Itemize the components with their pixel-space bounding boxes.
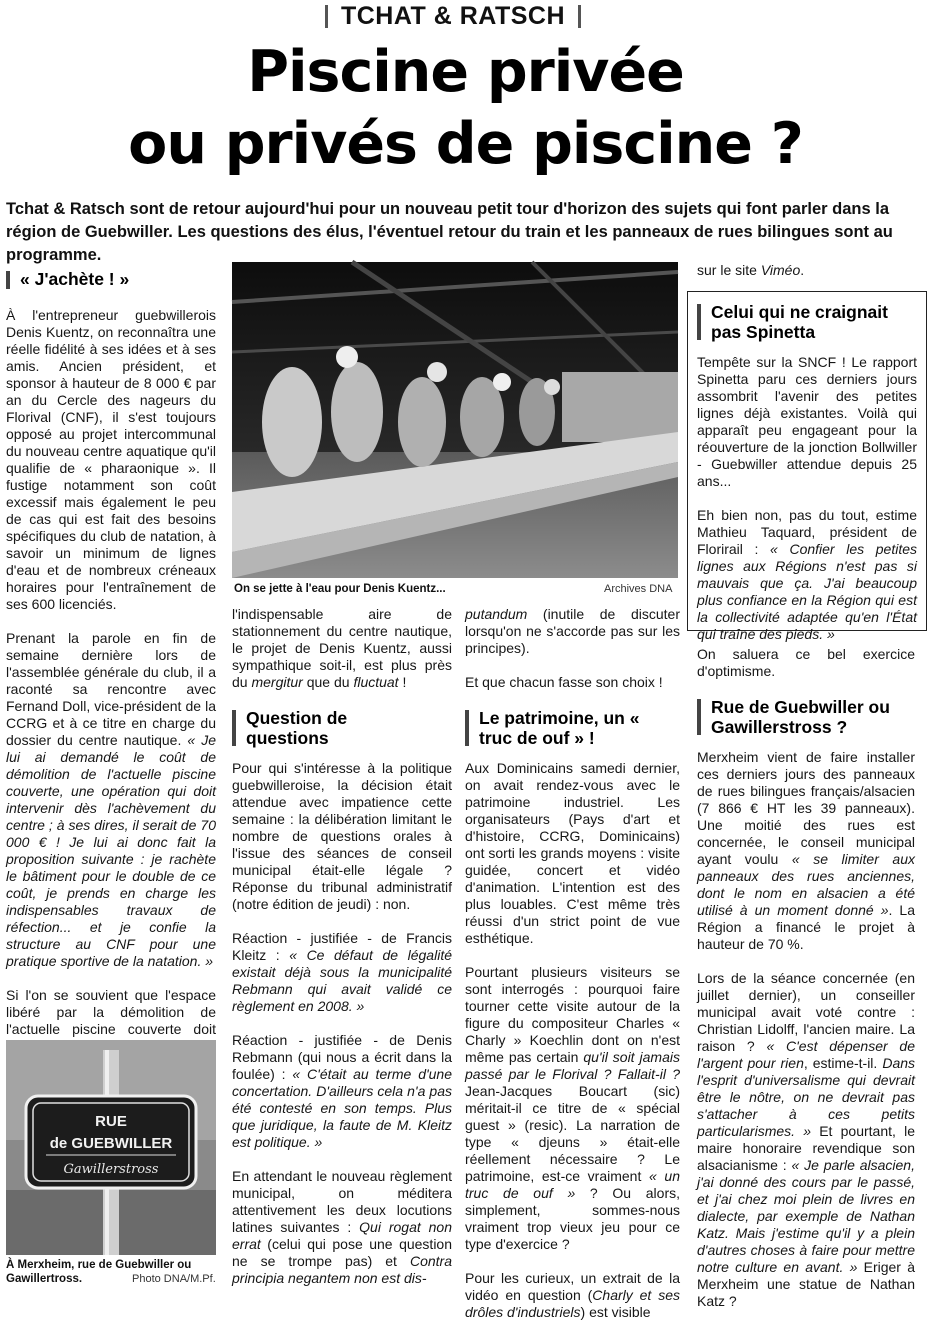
paragraph: Tempête sur la SNCF ! Le rapport Spinetta paru ces derniers jours assombrit l'avenir des petites lignes déjà existantes. Voilà qui apparaît peu engageant pour la réouverture de la jonction Bollwiller - Guebwiller attendue depuis 25 ans... [697, 354, 917, 489]
paragraph: Aux Dominicains samedi dernier, on avait rendez-vous avec le patrimoine industriel. Les organisateurs (Pays d'art et d'histoire, CCRG, Dominicains) ont sorti les grands moyens : visite guidée, concert et vidéo d'animation. L'intention est des plus louables. C'est même très réussi d'un strict point de vue esthétique. [465, 760, 680, 946]
paragraph: Réaction - justifiée - de Francis Kleitz : « Ce défaut de légalité existait déjà sous la municipalité Rebmann qui avait validé ce règlement en 2008. » [232, 930, 452, 1014]
pool-image [232, 262, 678, 578]
paragraph: Merxheim vient de faire installer ces derniers jours des panneaux de rues bilingues français/alsacien (7 866 € HT les 39 panneaux). Une moitié des rues est concernée, le conseil municipal ayant voulu « se limiter aux panneaux des rues anciennes, dont le nom en alsacien a été utilisé à un moment donné ». La Région a financé le projet à hauteur de 70 %. [697, 749, 915, 952]
paragraph: Prenant la parole en fin de semaine dernière lors de l'assemblée générale du club, il a raconté sa rencontre avec Fernand Doll, vice-président de la CCRG et à ce titre en charge du dossier du centre nautique. « Je lui ai demandé le coût de démolition de l'actuelle piscine couverte, une opération qui doit intervenir dès l'achèvement du centre ; à ses dires, il serait de 70 000 € ! Je lui ai donc fait la proposition suivante : je rachète le bâtiment pour le double de ce coût, je prends en charge les indispensables travaux de réfection... et je confie la structure au CNF pour une pratique sportive de la natation. » [6, 630, 217, 969]
paragraph: Pour les curieux, un extrait de la vidéo en question (Charly et ses drôles d'industriels) est visible [465, 1270, 680, 1320]
rubric-label: TCHAT & RATSCH [325, 2, 581, 30]
pool-photo-caption: On se jette à l'eau pour Denis Kuentz... [234, 583, 446, 595]
paragraph: Si l'on se souvient que l'espace libéré par la démolition de l'actuelle piscine couverte doit [6, 987, 216, 1037]
paragraph: sur le site Viméo. [697, 262, 805, 278]
section-title-spinetta: Celui qui ne craignait pas Spinetta [697, 302, 917, 342]
pool-photo-credit: Archives DNA [604, 583, 673, 595]
section-title-patrimoine: Le patrimoine, un « truc de ouf » ! [465, 708, 655, 748]
section-title-questions: Question de questions [232, 708, 382, 748]
paragraph: En attendant le nouveau règlement municipal, on méditera attentivement les deux locutions latines suivantes : Qui rogat non errat (celui qui pose une question ne se trompe pas) et Contra principia negantem non est dis- [232, 1168, 452, 1286]
column-3 [465, 606, 680, 1338]
spinetta-box [687, 291, 927, 642]
paragraph: Lors de la séance concernée (en juillet dernier), un conseiller municipal avait voté contre : Christian Lidolff, l'ancien maire. La raison ? « C'est dépenser de l'argent pour rien, estime-t-il. Dans l'esprit d'universalisme qui devrait être le nôtre, on ne devrait pas s'attacher à ces petits particularismes. » Et pourtant, le maire honoraire revendique son alsacianisme : « Je parle alsacien, j'ai donné des cours par le passé, et j'ai chez moi plein de livres en dialecte, par exemple de Nathan Katz. Mais j'estime qu'il y a plein d'autres choses à faire pour mettre notre culture en avant. » Eriger à Merxheim une statue de Nathan Katz ? [697, 970, 916, 1309]
paragraph: l'indispensable aire de stationnement du centre nautique, le projet de Denis Kuentz, aussi sympathique soit-il, est plus près du mergitur que du fluctuat ! [232, 606, 452, 690]
paragraph: Réaction - justifiée - de Denis Rebmann (qui nous a écrit dans la foulée) : « C'était au terme d'une concertation. D'ailleurs cela n'a pas été contesté en son temps. Plus que juridique, la faute de M. Kleitz est politique. » [232, 1032, 453, 1150]
street-sign-image [6, 1040, 216, 1255]
headline-line-2: ou privés de piscine ? [128, 111, 803, 177]
section-title-jachete: « J'achète ! » [6, 269, 216, 289]
spinetta-box-content [697, 298, 917, 660]
paragraph: On saluera ce bel exercice d'optimisme. [697, 646, 915, 679]
paragraph: À l'entrepreneur guebwillerois Denis Kuentz, on reconnaîtra une réelle fidélité à ses idées et à ses amis. Ancien président, et sponsor à hauteur de 8 000 € par an du Cercle des nageurs du Florival (CNF), il s'est toujours opposé au projet intercommunal du nouveau centre aquatique qu'il qualifie de « pharaonique ». Il fustige notamment son coût excessif mais également le peu de cas qui est fait des besoins spécifiques du club de natation, à savoir un minimum de lignes d'eau et de nombreux créneaux horaires pour l'entraînement de ses 600 licenciés. [6, 307, 216, 612]
street-sign-photo [6, 1040, 216, 1255]
sign-line-1: RUE [95, 1113, 127, 1130]
sign-photo-credit: Photo DNA/M.Pf. [132, 1273, 216, 1285]
section-title-rue-guebwiller: Rue de Guebwiller ou Gawillerstross ? [697, 697, 915, 737]
paragraph: Eh bien non, pas du tout, estime Mathieu Taquard, président de Florirail : « Confier les petites lignes aux Régions n'est pas si mauvais que ça. J'ai beaucoup plus confiance en la Région qui est la collectivité adaptée qu'en l'État qui traîne des pieds. » [697, 507, 917, 642]
paragraph: Pourtant plusieurs visiteurs se sont interrogés : pourquoi faire tourner cette visite autour de la figure du compositeur Charles « Charly » Koechlin dont on n'est même pas certain qu'il soit jamais passé par le Florival ? Fallait-il ? Jean-Jacques Boucart (sic) méritait-il ce titre de « spécial guest » (resic). La narration de type « djeuns » était-elle réellement nécessaire ? Le patrimoine, est-ce vraiment « un truc de ouf » ? Ou alors, simplement, sommes-nous vraiment trop vieux jeu pour ce type d'exercice ? [465, 964, 681, 1252]
paragraph: putandum (inutile de discuter lorsqu'on ne s'accorde pas sur les principes). [465, 606, 680, 656]
column-2 [232, 606, 452, 1304]
sign-line-3: Gawillerstross [63, 1162, 159, 1177]
sign-line-2: de GUEBWILLER [49, 1135, 173, 1152]
article-lead: Tchat & Ratsch sont de retour aujourd'hui pour un nouveau petit tour d'horizon des sujets qui font parler dans la région de Guebwiller. Les questions des élus, l'éventuel retour du train et les panneaux de rues bilingues sont au programme. [6, 200, 893, 264]
paragraph: Et que chacun fasse son choix ! [465, 674, 663, 690]
paragraph: Pour qui s'intéresse à la politique guebwilleroise, la décision était attendue avec impatience cette semaine : la délibération limitant le nombre de questions orales à l'issue des séances de conseil municipal était-elle légale ? Réponse du tribunal administratif (notre édition de jeudi) : non. [232, 760, 452, 912]
column-4 [697, 646, 915, 1327]
sign-photo-caption: À Merxheim, rue de Guebwiller ou Gawillertross. [6, 1259, 192, 1285]
pool-photo [232, 262, 678, 578]
headline-line-1: Piscine privée [247, 39, 684, 105]
column-1 [6, 265, 216, 1072]
